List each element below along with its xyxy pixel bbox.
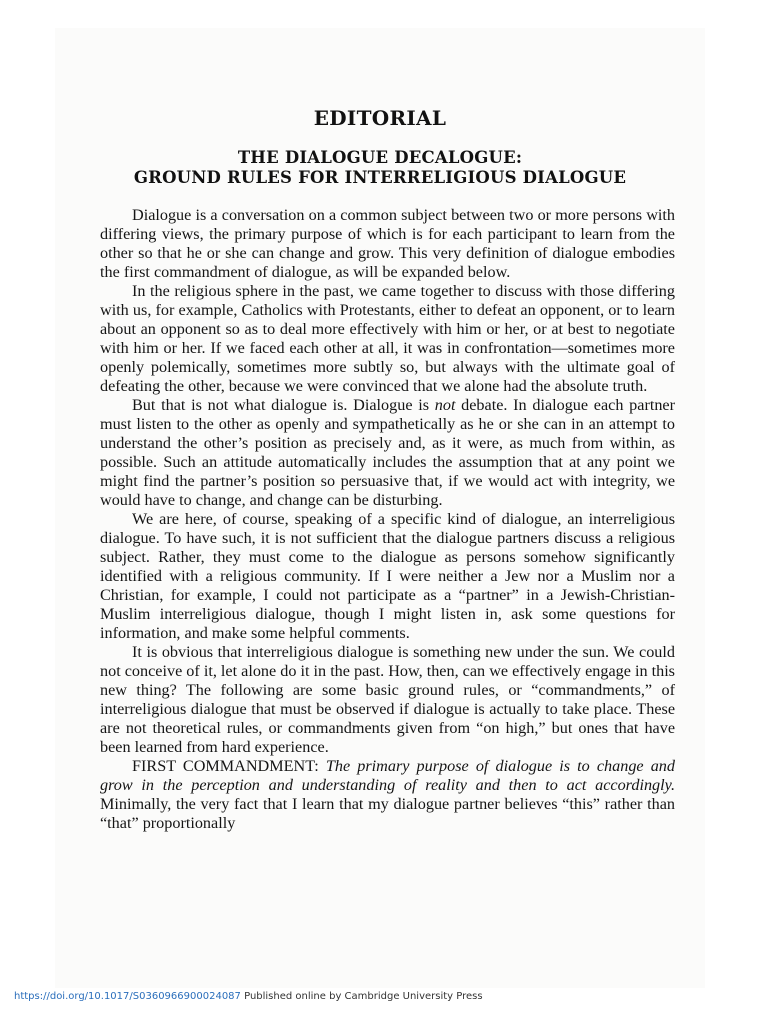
paragraph-4: We are here, of course, speaking of a specific kind of dialogue, an interreligious dialogue. To have such, it is not sufficient that the dialogue partners discuss a religious subject. Rather, they must come to the dialogue as persons somehow significantly identified with a religious community. If I were neither a Jew nor a Muslim nor a Christian, for example, I could not participate as a “partner” in a Jewish-Christian-Muslim interreligious dialogue, though I might listen in, ask some questions for information, and make some helpful comments. — [100, 510, 675, 642]
citation-footer — [14, 991, 483, 1002]
paragraph-2: In the religious sphere in the past, we came together to discuss with those differing with us, for example, Catholics with Protestants, either to defeat an opponent, or to learn about an opponent so as to deal more effectively with him or her, or at best to negotiate with him or her. If we faced each other at all, it was in confrontation—sometimes more openly polemically, sometimes more subtly so, but always with the ultimate goal of defeating the other, because we were convinced that we alone had the absolute truth. — [100, 282, 675, 395]
paragraph-6 — [100, 757, 675, 833]
paragraph-5: It is obvious that interreligious dialogue is something new under the sun. We could not conceive of it, let alone do it in the past. How, then, can we effectively engage in this new thing? The following are some basic ground rules, or “commandments,” of interreligious dialogue that must be observed if dialogue is actually to take place. These are not theoretical rules, or commandments given from “on high,” but ones that have been learned from hard experience. — [100, 643, 675, 756]
article-title-line-1: THE DIALOGUE DECALOGUE: — [237, 148, 523, 167]
doi-link[interactable]: https://doi.org/10.1017/S0360966900024087 — [14, 991, 241, 1002]
paragraph-3 — [100, 396, 675, 510]
journal-page — [55, 28, 705, 988]
paragraph-3-text-b: debate. In dialogue each partner must listen to the other as openly and sympathetically as he or she can in an attempt to understand the other’s position as precisely and, as it were, as much from within, as possible. Such an attitude automatically includes the assumption that at any point we might find the partner’s position so persuasive that, if we would act with integrity, we would have to change, and change can be disturbing. — [100, 396, 675, 509]
paragraph-3-text-a: But that is not what dialogue is. Dialogue is — [132, 396, 435, 414]
paragraph-3-emphasis: not — [434, 396, 456, 414]
first-commandment-statement: The primary purpose of dialogue is to change and grow in the perception and understanding of reality and then to act accordingly. — [100, 757, 675, 794]
published-note: Published online by Cambridge University Press — [240, 991, 483, 1002]
section-heading: EDITORIAL — [313, 106, 447, 130]
first-commandment-label: FIRST COMMANDMENT: — [132, 757, 326, 775]
article-body — [100, 206, 675, 833]
article-title-line-2: GROUND RULES FOR INTERRELIGIOUS DIALOGUE — [133, 168, 627, 187]
paragraph-6-text: Minimally, the very fact that I learn that my dialogue partner believes “this” rather than “that” proportionally — [100, 795, 675, 832]
paragraph-1: Dialogue is a conversation on a common subject between two or more persons with differing views, the primary purpose of which is for each participant to learn from the other so that he or she can change and grow. This very definition of dialogue embodies the first commandment of dialogue, as will be expanded below. — [100, 206, 675, 281]
